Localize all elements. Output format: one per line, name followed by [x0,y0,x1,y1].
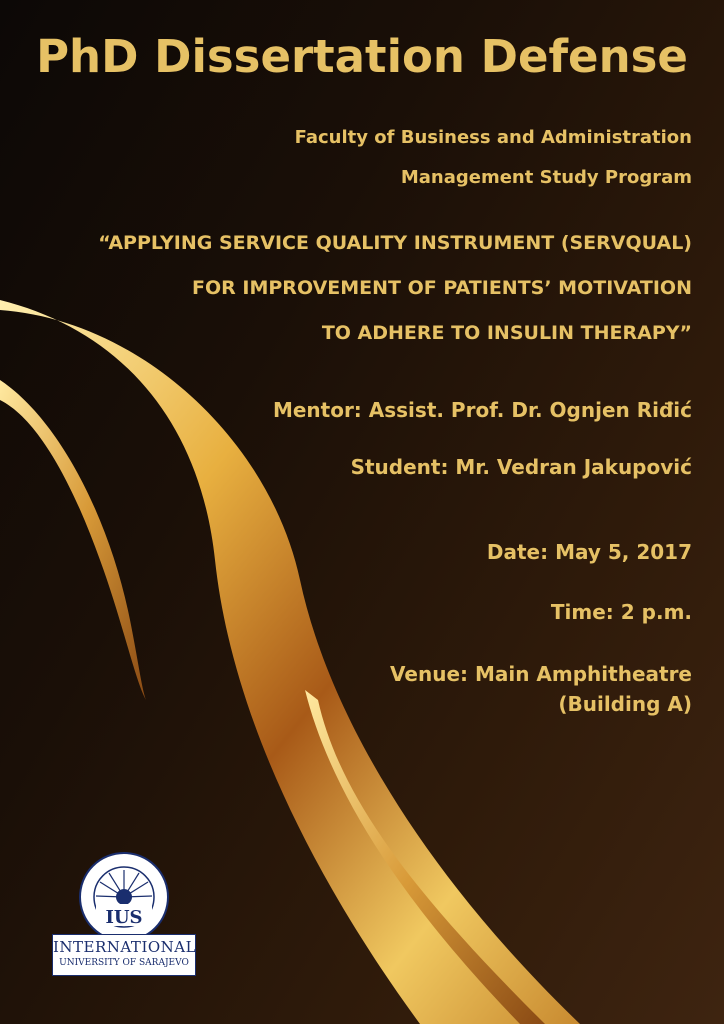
logo-name-band [52,934,196,976]
student-info: Student: Mr. Vedran Jakupović [350,455,692,479]
faculty-name: Faculty of Business and Administration [294,127,692,148]
event-venue-building: (Building A) [558,692,692,716]
thesis-title-line-2: FOR IMPROVEMENT OF PATIENTS’ MOTIVATION [192,277,692,299]
thesis-title-line-3: TO ADHERE TO INSULIN THERAPY” [321,322,692,344]
university-logo [52,852,196,976]
logo-abbr: IUS [105,907,143,928]
page-title: PhD Dissertation Defense [36,30,688,83]
thesis-title-line-1: “APPLYING SERVICE QUALITY INSTRUMENT (SERVQUAL) [98,232,692,254]
mentor-info: Mentor: Assist. Prof. Dr. Ognjen Riđić [272,398,692,422]
program-name: Management Study Program [400,167,692,188]
event-time: Time: 2 p.m. [550,600,692,624]
left-ribbon [0,380,146,700]
logo-subtitle: UNIVERSITY OF SARAJEVO [59,958,189,968]
logo-name: INTERNATIONAL [53,938,197,956]
university-seal-icon [79,852,169,942]
event-date: Date: May 5, 2017 [486,540,692,564]
event-venue: Venue: Main Amphitheatre [390,662,692,686]
